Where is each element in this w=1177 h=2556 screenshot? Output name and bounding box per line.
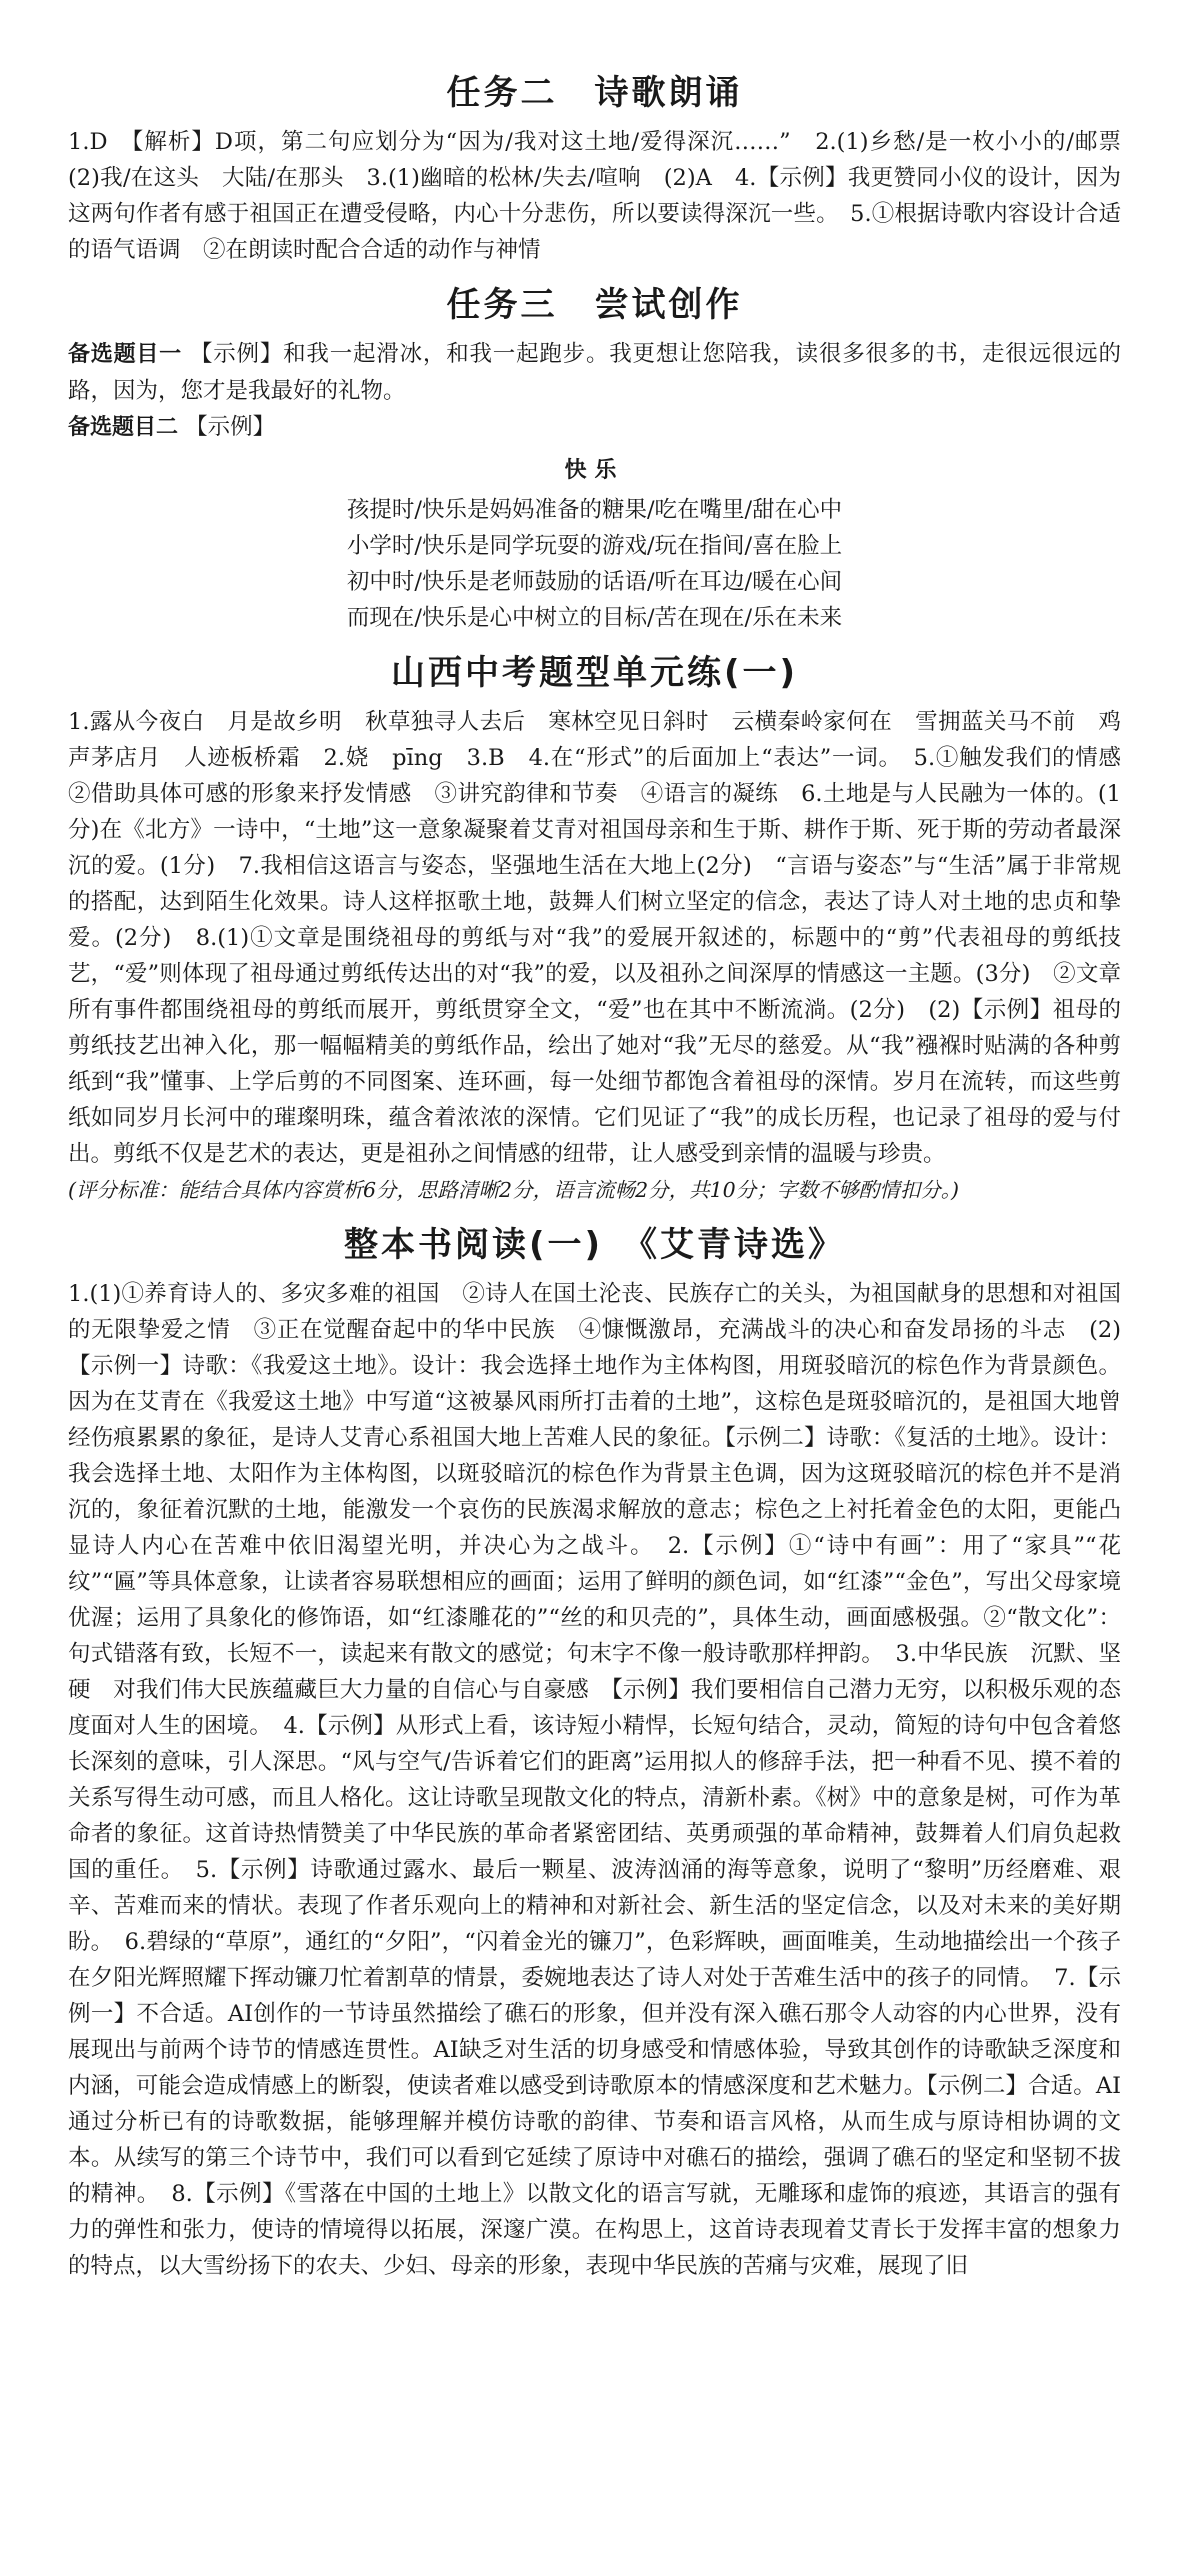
section-task3 bbox=[68, 282, 1121, 636]
task2-answers: 1.D 【解析】D项，第二句应划分为“因为/我对这土地/爱得深沉……” 2.(1)乡愁/是一枚小小的/邮票 (2)我/在这头 大陆/在那头 3.(1)幽暗的松林/失去/喧响 (2)A 4.【示例】我更赞同小仪的设计，因为这两句作者有感于祖国正在遭受侵略，内心十分悲伤，所以要读得深沉一些。 5.①根据诗歌内容设计合适的语气语调 ②在朗读时配合合适的动作与神情 bbox=[68, 129, 1144, 263]
poem-line: 孩提时/快乐是妈妈准备的糖果/吃在嘴里/甜在心中 bbox=[346, 497, 843, 523]
section-book-reading bbox=[68, 1222, 1121, 2284]
option1-label: 备选题目一 bbox=[68, 342, 182, 367]
task3-option1 bbox=[68, 336, 1121, 409]
book-answers: 1.(1)①养育诗人的、多灾多难的祖国 ②诗人在国土沦丧、民族存亡的关头，为祖国献身的思想和对祖国的无限挚爱之情 ③正在觉醒奋起中的华中民族 ④慷慨激昂，充满战斗的决心和奋发昂扬的斗志 (2)【示例一】诗歌：《我爱这土地》。设计：我会选择土地作为主体构图，用斑驳暗沉的棕色作为背景颜色。因为在艾青在《我爱这土地》中写道“这被暴风雨所打击着的土地”，这棕色是斑驳暗沉的，是祖国大地曾经伤痕累累的象征，是诗人艾青心系祖国大地上苦难人民的象征。【示例二】诗歌：《复活的土地》。设计：我会选择土地、太阳作为主体构图，以斑驳暗沉的棕色作为背景主色调，因为这斑驳暗沉的棕色并不是消沉的，象征着沉默的土地，能激发一个哀伤的民族渴求解放的意志；棕色之上衬托着金色的太阳，更能凸显诗人内心在苦难中依旧渴望光明，并决心为之战斗。 2.【示例】①“诗中有画”：用了“家具”“花纹”“匾”等具体意象，让读者容易联想相应的画面；运用了鲜明的颜色词，如“红漆”“金色”，写出父母家境优渥；运用了具象化的修饰语，如“红漆雕花的”“丝的和贝壳的”，具体生动，画面感极强。②“散文化”：句式错落有致，长短不一，读起来有散文的感觉；句末字不像一般诗歌那样押韵。 3.中华民族 沉默、坚硬 对我们伟大民族蕴藏巨大力量的自信心与自豪感 【示例】我们要相信自己潜力无穷，以积极乐观的态度面对人生的困境。 4.【示例】从形式上看，该诗短小精悍，长短句结合，灵动，简短的诗句中包含着悠长深刻的意味，引人深思。“风与空气/告诉着它们的距离”运用拟人的修辞手法，把一种看不见、摸不着的关系写得生动可感，而且人格化。这让诗歌呈现散文化的特点，清新朴素。《树》中的意象是树，可作为革命者的象征。这首诗热情赞美了中华民族的革命者紧密团结、英勇顽强的革命精神，鼓舞着人们肩负起救国的重任。 5.【示例】诗歌通过露水、最后一颗星、波涛汹涌的海等意象，说明了“黎明”历经磨难、艰辛、苦难而来的情状。表现了作者乐观向上的精神和对新社会、新生活的坚定信念，以及对未来的美好期盼。 6.碧绿的“草原”，通红的“夕阳”，“闪着金光的镰刀”，色彩辉映，画面唯美，生动地描绘出一个孩子在夕阳光辉照耀下挥动镰刀忙着割草的情景，委婉地表达了诗人对处于苦难生活中的孩子的同情。 7.【示例一】不合适。AI创作的一节诗虽然描绘了礁石的形象，但并没有深入礁石那令人动容的内心世界，没有展现出与前两个诗节的情感连贯性。AI缺乏对生活的切身感受和情感体验，导致其创作的诗歌缺乏深度和内涵，可能会造成情感上的断裂，使读者难以感受到诗歌原本的情感深度和艺术魅力。【示例二】合适。AI通过分析已有的诗歌数据，能够理解并模仿诗歌的韵律、节奏和语言风格，从而生成与原诗相协调的文本。从续写的第三个诗节中，我们可以看到它延续了原诗中对礁石的描绘，强调了礁石的坚定和坚韧不拔的精神。 8.【示例】《雪落在中国的土地上》以散文化的语言写就，无雕琢和虚饰的痕迹，其语言的强有力的弹性和张力，使诗的情境得以拓展，深邃广漠。在构思上，这首诗表现着艾青长于发挥丰富的想象力的特点，以大雪纷扬下的农夫、少妇、母亲的形象，表现中华民族的苦痛与灾难，展现了旧 bbox=[68, 1281, 1121, 2279]
section-title-book: 整本书阅读(一) 《艾青诗选》 bbox=[343, 1225, 846, 1265]
section-title-task3: 任务三 尝试创作 bbox=[446, 285, 743, 325]
option1-answer: 【示例】和我一起滑冰，和我一起跑步。我更想让您陪我，读很多很多的书，走很远很远的路，因为，您才是我最好的礼物。 bbox=[68, 341, 1121, 404]
option2-label: 备选题目二 bbox=[68, 415, 179, 440]
task3-option2 bbox=[68, 409, 1121, 446]
section-title-shanxi: 山西中考题型单元练(一) bbox=[390, 653, 799, 693]
poem-title: 快乐 bbox=[564, 458, 625, 483]
poem-line: 初中时/快乐是老师鼓励的话语/听在耳边/暖在心间 bbox=[346, 569, 843, 595]
shanxi-answers: 1.露从今夜白 月是故乡明 秋草独寻人去后 寒林空见日斜时 云横秦岭家何在 雪拥蓝关马不前 鸡声茅店月 人迹板桥霜 2.娆 pīng 3.B 4.在“形式”的后面加上“表达”一词。 5.①触发我们的情感 ②借助具体可感的形象来抒发情感 ③讲究韵律和节奏 ④语言的凝练 6.土地是与人民融为一体的。(1分)在《北方》一诗中，“土地”这一意象凝聚着艾青对祖国母亲和生于斯、耕作于斯、死于斯的劳动者最深沉的爱。(1分) 7.我相信这语言与姿态，坚强地生活在大地上(2分) “言语与姿态”与“生活”属于非常规的搭配，达到陌生化效果。诗人这样抠歌土地，鼓舞人们树立坚定的信念，表达了诗人对土地的忠贞和挚爱。(2分) 8.(1)①文章是围绕祖母的剪纸与对“我”的爱展开叙述的，标题中的“剪”代表祖母的剪纸技艺，“爱”则体现了祖母通过剪纸传达出的对“我”的爱，以及祖孙之间深厚的情感这一主题。(3分) ②文章所有事件都围绕祖母的剪纸而展开，剪纸贯穿全文，“爱”也在其中不断流淌。(2分) (2)【示例】祖母的剪纸技艺出神入化，那一幅幅精美的剪纸作品，绘出了她对“我”无尽的慈爱。从“我”襁褓时贴满的各种剪纸到“我”懂事、上学后剪的不同图案、连环画，每一处细节都饱含着祖母的深情。岁月在流转，而这些剪纸如同岁月长河中的璀璨明珠，蕴含着浓浓的深情。它们见证了“我”的成长历程，也记录了祖母的爱与付出。剪纸不仅是艺术的表达，更是祖孙之间情感的纽带，让人感受到亲情的温暖与珍贵。 bbox=[68, 709, 1144, 1167]
option2-answer: 【示例】 bbox=[185, 414, 276, 440]
poem-line: 而现在/快乐是心中树立的目标/苦在现在/乐在未来 bbox=[346, 605, 843, 631]
poem-line: 小学时/快乐是同学玩耍的游戏/玩在指间/喜在脸上 bbox=[346, 533, 843, 559]
section-task2 bbox=[68, 70, 1144, 268]
section-title-task2: 任务二 诗歌朗诵 bbox=[446, 73, 743, 113]
scoring-note: (评分标准：能结合具体内容赏析6分，思路清晰2分，语言流畅2分，共10分；字数不够酌情扣分。) bbox=[68, 1178, 959, 1202]
section-shanxi bbox=[68, 650, 1144, 1208]
